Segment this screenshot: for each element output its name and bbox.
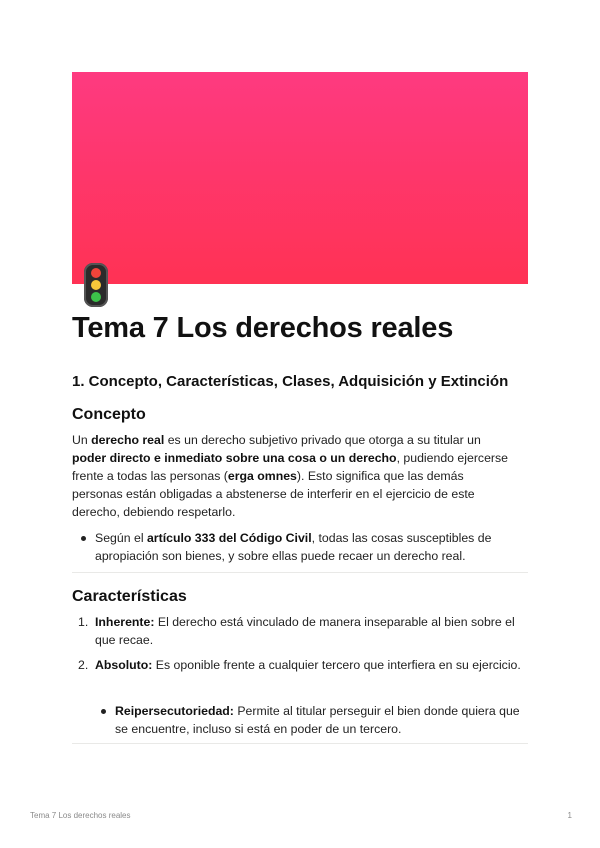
- sub-bullet-list: [92, 702, 528, 738]
- text: ). Esto significa que las demás personas están obligadas a abstenerse de interferir en el ejercicio de este derecho, debiendo respetarlo.: [72, 469, 475, 519]
- red-light: [91, 268, 101, 278]
- concepto-bullet-list: [72, 529, 528, 565]
- term: Inherente:: [95, 615, 155, 629]
- concepto-heading: Concepto: [72, 406, 146, 423]
- term: Absoluto:: [95, 658, 153, 672]
- list-item: [72, 656, 528, 674]
- list-item: [72, 529, 528, 565]
- list-number: 1.: [78, 615, 89, 629]
- cover-image: [72, 72, 528, 284]
- caracteristicas-heading: Características: [72, 588, 187, 605]
- text: Según el: [95, 531, 147, 545]
- bullet-icon: [81, 536, 86, 541]
- list-item: [92, 702, 528, 738]
- text: Permite al titular perseguir el bien donde quiera que se encuentre, incluso si está en poder de un tercero.: [115, 704, 520, 736]
- bold-text: derecho real: [91, 433, 165, 447]
- text: es un derecho subjetivo privado que otorga a su titular un: [164, 433, 481, 447]
- term: Reipersecutoriedad:: [115, 704, 234, 718]
- bold-text: poder directo e inmediato sobre una cosa o un derecho: [72, 451, 397, 465]
- text: , todas las cosas susceptibles de apropiación son bienes, y sobre ellas puede recaer un derecho real.: [95, 531, 492, 563]
- bullet-icon: [101, 709, 106, 714]
- page-title: Tema 7 Los derechos reales: [72, 312, 454, 344]
- bold-text: erga omnes: [227, 469, 297, 483]
- bold-text: artículo 333 del Código Civil: [146, 531, 312, 545]
- green-light: [91, 292, 101, 302]
- footer-title: Tema 7 Los derechos reales: [30, 811, 131, 820]
- concepto-paragraph: [72, 431, 512, 521]
- text: Es oponible frente a cualquier tercero que interfiera en su ejercicio.: [152, 658, 521, 672]
- list-item: [72, 613, 528, 649]
- divider: [72, 572, 528, 573]
- page-number: 1: [567, 811, 572, 820]
- text: , pudiendo ejercerse frente a todas las personas (: [72, 451, 509, 483]
- text: Un: [72, 433, 92, 447]
- list-number: 2.: [78, 658, 89, 672]
- divider: [72, 743, 528, 744]
- traffic-light-icon: [84, 263, 108, 307]
- caracteristicas-list: [72, 613, 528, 681]
- section-heading: 1. Concepto, Características, Clases, Adquisición y Extinción: [72, 373, 509, 390]
- text: El derecho está vinculado de manera inseparable al bien sobre el que recae.: [95, 615, 515, 647]
- yellow-light: [91, 280, 101, 290]
